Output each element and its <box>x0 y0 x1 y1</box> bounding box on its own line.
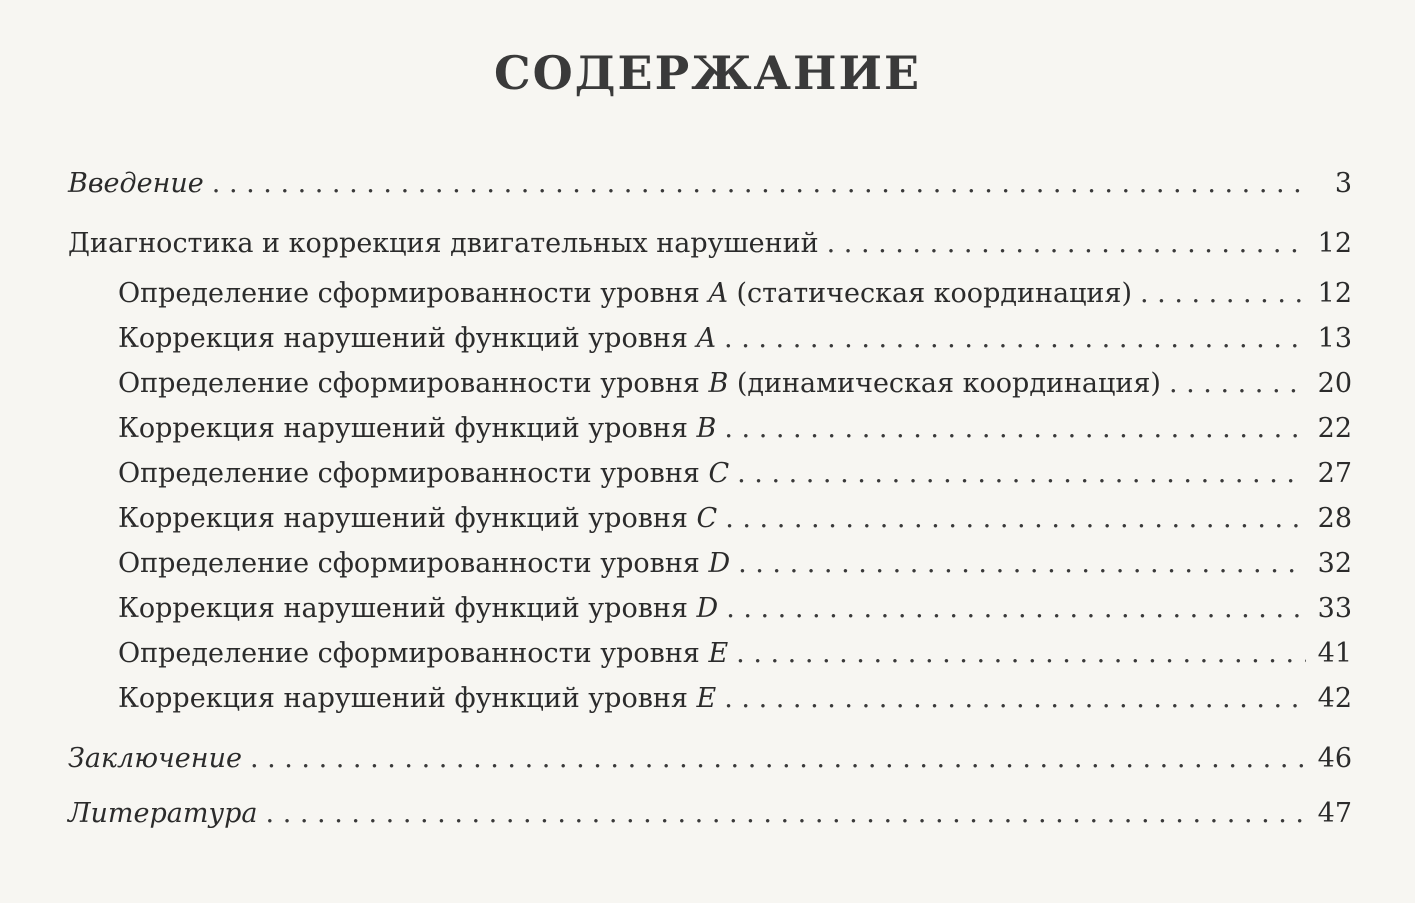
dot-leader <box>1169 366 1306 402</box>
level-letter: B <box>696 413 717 444</box>
page-number: 12 <box>1317 228 1352 259</box>
page-number: 33 <box>1317 593 1352 624</box>
toc-entry-text: Заключение <box>68 743 242 774</box>
toc-entry-text: Коррекция нарушений функций уровня <box>118 593 697 624</box>
page-number: 20 <box>1317 368 1352 399</box>
dot-leader <box>725 501 1306 537</box>
level-letter: B <box>708 368 729 399</box>
toc-entry-text: Коррекция нарушений функций уровня <box>118 413 697 444</box>
page-title: СОДЕРЖАНИЕ <box>493 46 922 100</box>
toc-entry <box>118 456 1352 492</box>
toc-entry-text: Литература <box>68 798 258 829</box>
level-letter: C <box>708 458 730 489</box>
toc-entry <box>68 741 1352 777</box>
toc-entry-text: Определение сформированности уровня <box>118 638 709 669</box>
dot-leader <box>736 636 1306 672</box>
toc-entry <box>118 366 1352 402</box>
toc-entry <box>118 591 1352 627</box>
level-letter: E <box>696 683 717 714</box>
toc-entry-title <box>118 591 718 627</box>
toc-entry <box>118 321 1352 357</box>
toc-entry <box>118 501 1352 537</box>
toc-entry-title <box>68 741 242 777</box>
toc-entry <box>68 226 1352 262</box>
toc-entry <box>118 546 1352 582</box>
dot-leader <box>266 796 1306 832</box>
level-letter: D <box>708 548 731 579</box>
toc-entry-title <box>118 321 716 357</box>
toc-entry-title <box>118 276 1132 312</box>
toc-entry-title <box>118 366 1161 402</box>
level-letter: E <box>708 638 729 669</box>
toc-entry-title <box>118 636 728 672</box>
toc-entry-text: (статическая координация) <box>727 278 1132 309</box>
toc-entry <box>118 411 1352 447</box>
toc-entry-title <box>118 411 716 447</box>
toc-entry-text: Коррекция нарушений функций уровня <box>118 683 697 714</box>
toc-entry-text: Введение <box>68 168 204 199</box>
level-letter: A <box>696 323 717 354</box>
page-number: 12 <box>1317 278 1352 309</box>
toc-entry <box>68 796 1352 832</box>
toc-entry-text: Диагностика и коррекция двигательных нарушений <box>68 228 819 259</box>
toc-entry <box>68 166 1352 202</box>
toc-entry-title <box>68 226 819 262</box>
dot-leader <box>724 681 1306 717</box>
toc-entry <box>118 276 1352 312</box>
page-number: 22 <box>1317 413 1352 444</box>
dot-leader <box>212 166 1306 202</box>
page-number: 47 <box>1317 798 1352 829</box>
toc-entry-text: Определение сформированности уровня <box>118 548 709 579</box>
toc-entry-text: Определение сформированности уровня <box>118 278 709 309</box>
page-number: 27 <box>1317 458 1352 489</box>
page-number: 46 <box>1317 743 1352 774</box>
toc-entry-title <box>68 166 204 202</box>
toc-entry-text: Коррекция нарушений функций уровня <box>118 503 697 534</box>
dot-leader <box>1140 276 1306 312</box>
dot-leader <box>738 546 1306 582</box>
toc-entry-title <box>68 796 258 832</box>
toc-entry-text: Определение сформированности уровня <box>118 368 709 399</box>
page-number: 32 <box>1317 548 1352 579</box>
level-letter: D <box>696 593 719 624</box>
toc-entry <box>118 636 1352 672</box>
page-number: 13 <box>1317 323 1352 354</box>
toc-entry-text: Определение сформированности уровня <box>118 458 709 489</box>
toc-entry-title <box>118 681 716 717</box>
toc-entry-text: Коррекция нарушений функций уровня <box>118 323 697 354</box>
toc-entry <box>118 681 1352 717</box>
page-number: 42 <box>1317 683 1352 714</box>
dot-leader <box>250 741 1306 777</box>
page-number: 41 <box>1317 638 1352 669</box>
dot-leader <box>827 226 1306 262</box>
page-number: 28 <box>1317 503 1352 534</box>
level-letter: C <box>696 503 718 534</box>
toc-entry-title <box>118 456 729 492</box>
dot-leader <box>724 411 1306 447</box>
toc-entry-title <box>118 501 717 537</box>
toc-entry-text: (динамическая координация) <box>728 368 1161 399</box>
dot-leader <box>724 321 1306 357</box>
dot-leader <box>737 456 1306 492</box>
dot-leader <box>726 591 1306 627</box>
toc-entry-title <box>118 546 730 582</box>
level-letter: A <box>708 278 728 309</box>
page-number: 3 <box>1334 168 1352 199</box>
